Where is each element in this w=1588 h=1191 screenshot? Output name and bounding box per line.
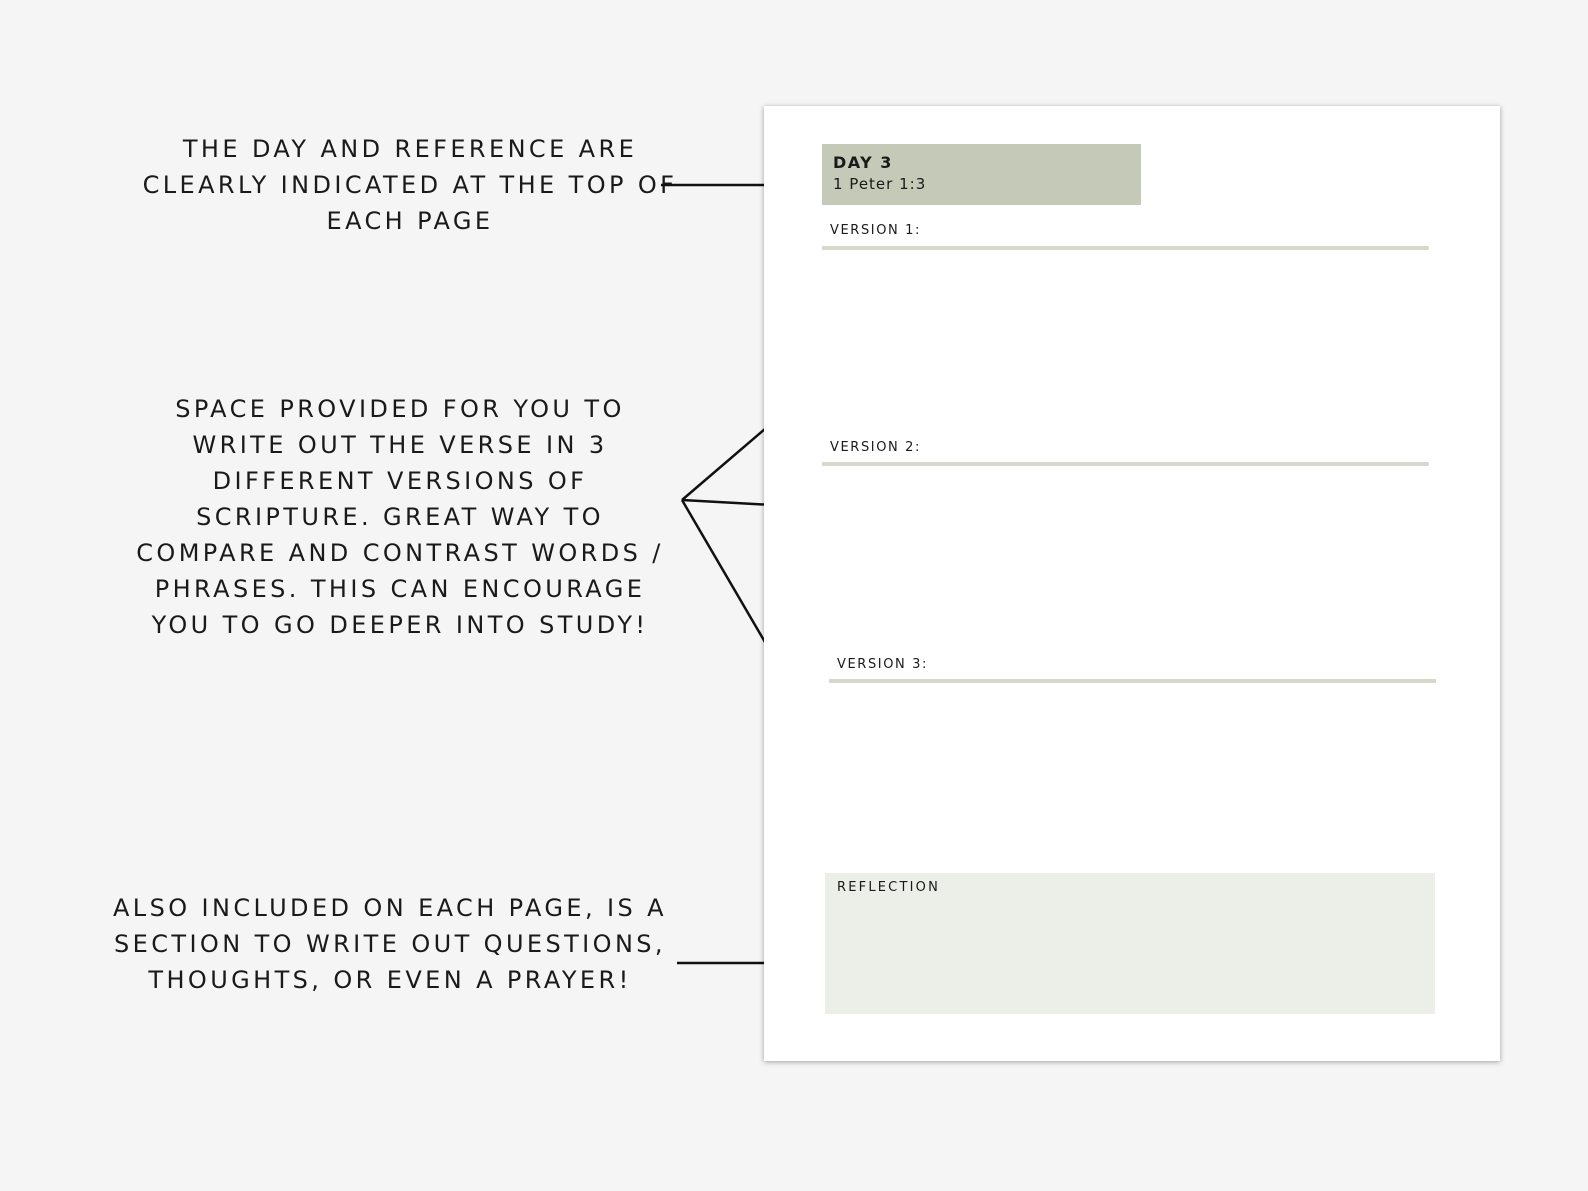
version-2-label: VERSION 2:	[830, 440, 921, 455]
callout-day-reference: THE DAY AND REFERENCE ARE CLEARLY INDICATED AT THE TOP OF EACH PAGE	[142, 135, 678, 235]
version-3-label: VERSION 3:	[837, 657, 928, 672]
callout-reflection: ALSO INCLUDED ON EACH PAGE, IS A SECTION TO WRITE OUT QUESTIONS, THOUGHTS, OR EVEN A PRAYER!	[112, 894, 667, 994]
version-2-rule	[822, 462, 1429, 466]
day-header-box	[822, 144, 1141, 205]
callout-versions: SPACE PROVIDED FOR YOU TO WRITE OUT THE VERSE IN 3 DIFFERENT VERSIONS OF SCRIPTURE. GREAT WAY TO COMPARE AND CONTRAST WORDS / PHRASES. THIS CAN ENCOURAGE YOU TO GO DEEPER INTO STUDY!	[136, 395, 664, 639]
reflection-label: REFLECTION	[837, 880, 940, 895]
journal-page	[764, 106, 1500, 1061]
reflection-box	[825, 873, 1435, 1014]
version-1-rule	[822, 246, 1429, 250]
version-3-rule	[829, 679, 1436, 683]
day-title: DAY 3	[833, 153, 893, 172]
version-1-label: VERSION 1:	[830, 223, 921, 238]
scripture-reference: 1 Peter 1:3	[833, 175, 927, 193]
